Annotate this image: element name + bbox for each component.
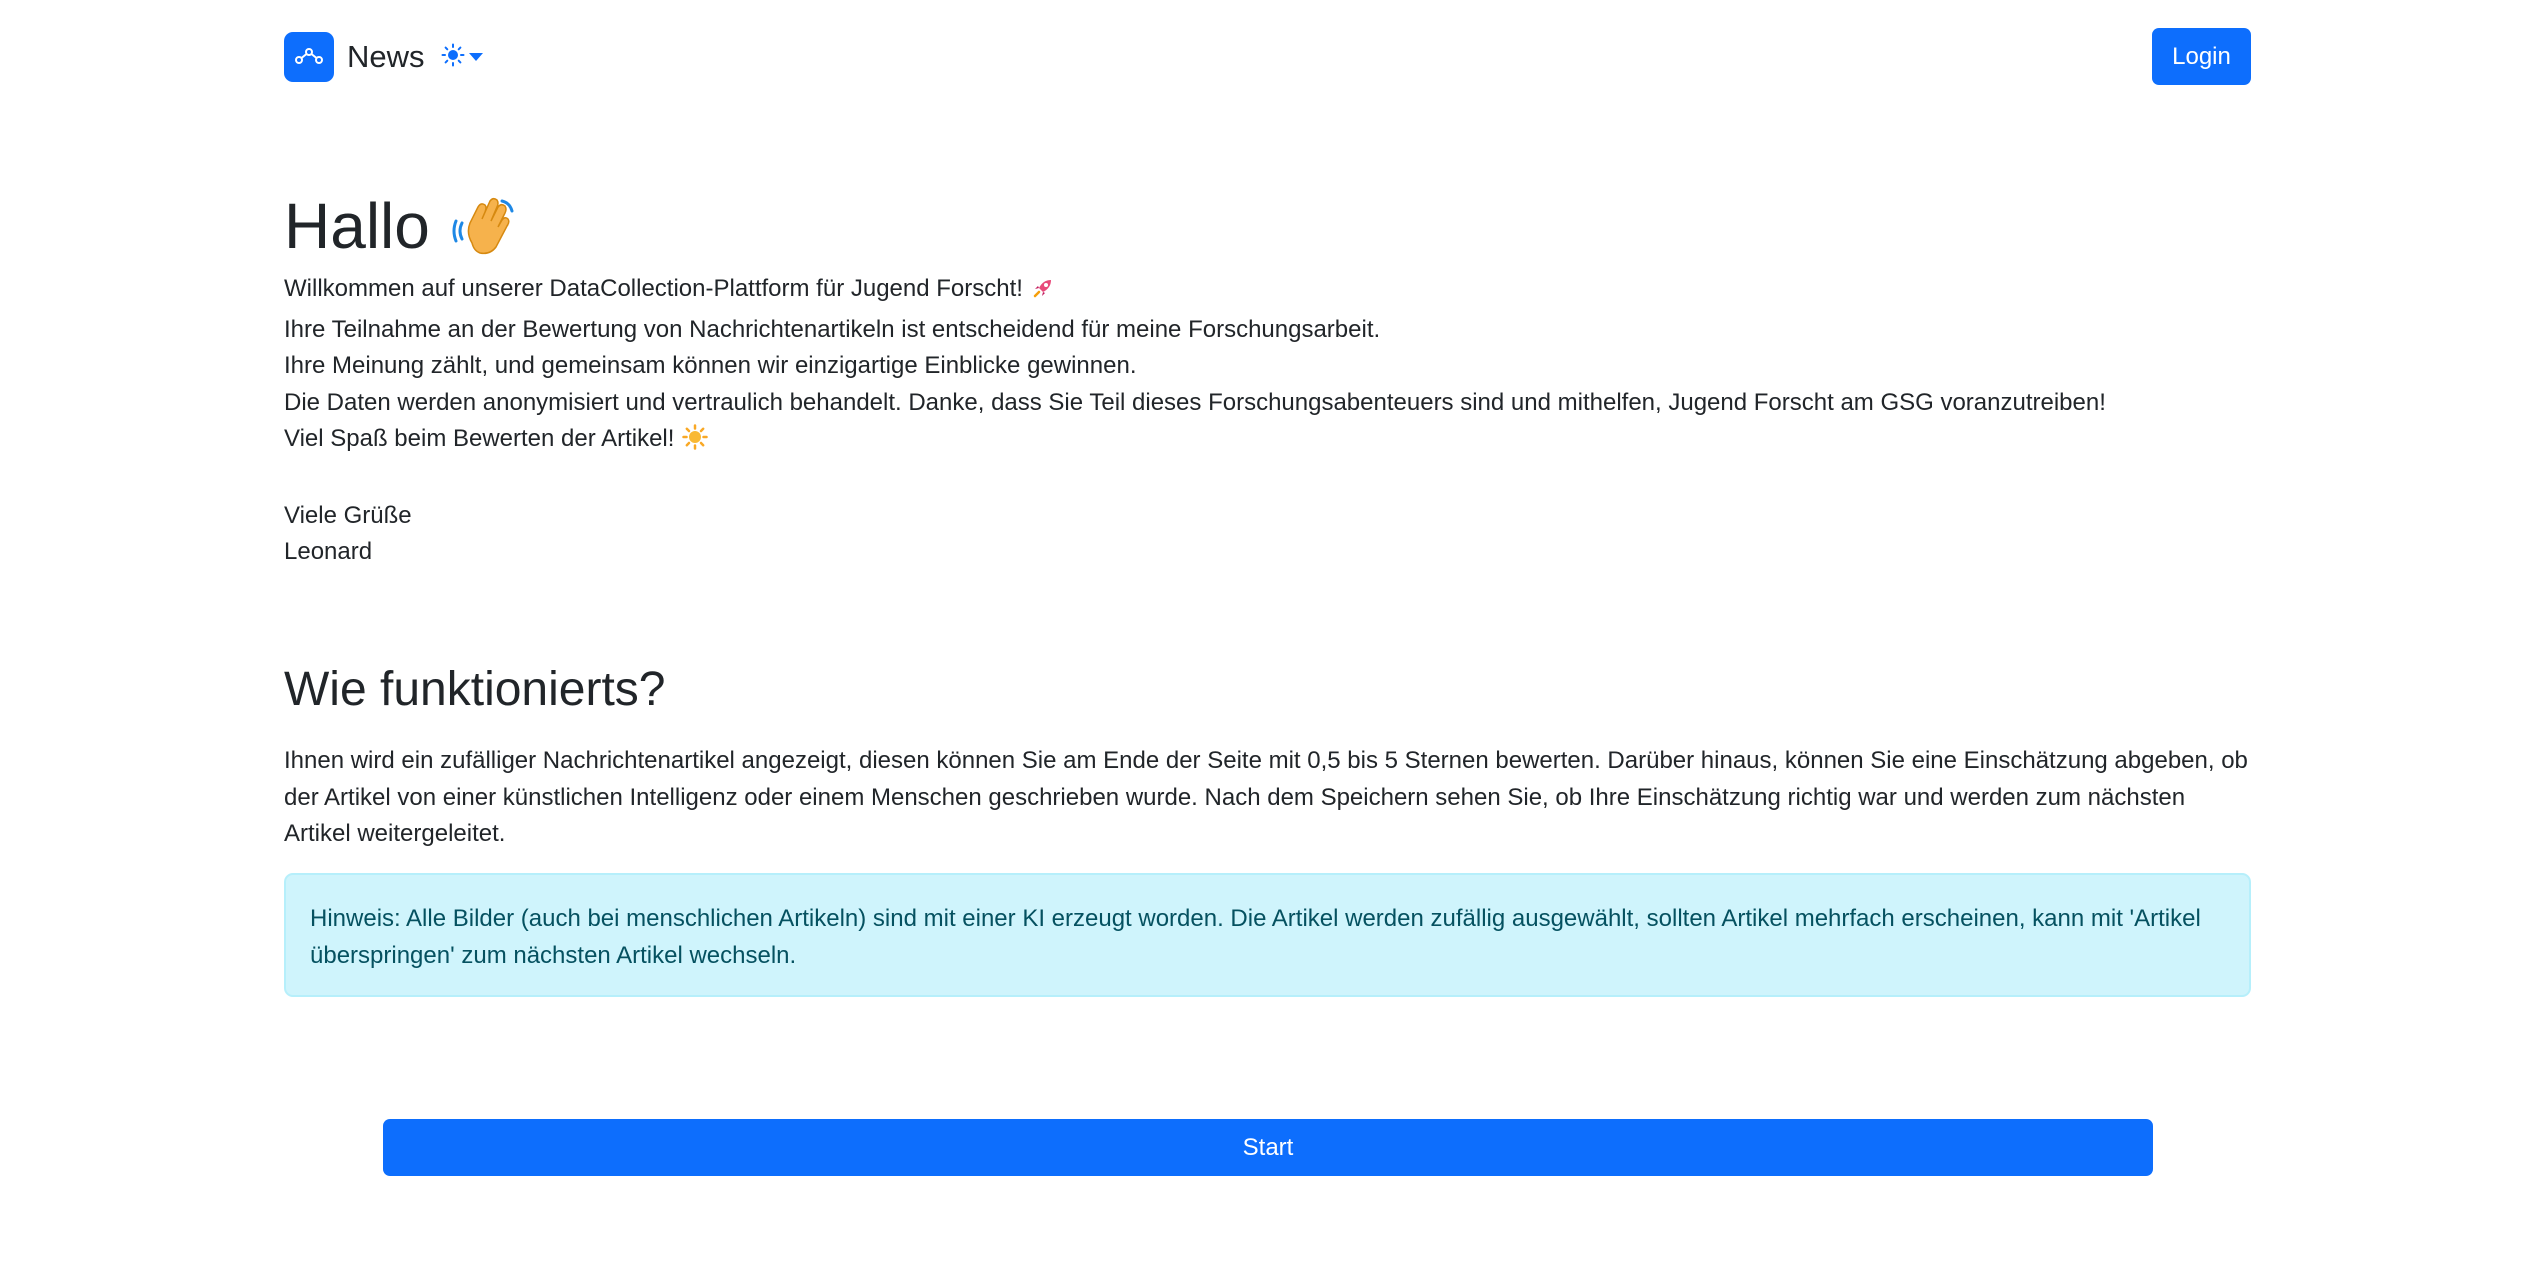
brand-label: News: [347, 39, 425, 74]
page-title: [284, 185, 2251, 267]
intro-text: [284, 271, 2251, 462]
intro-section: [284, 185, 2251, 571]
navbar: [284, 28, 2251, 84]
intro-line-4: Die Daten werden anonymisiert und vertraulich behandelt. Danke, dass Sie Teil dieses Forschungsabenteuers sind und mithelfen, Jugend Forscht am GSG voranzutreiben!: [284, 388, 2106, 416]
how-it-works-text: Ihnen wird ein zufälliger Nachrichtenartikel angezeigt, diesen können Sie am Ende der Seite mit 0,5 bis 5 Sternen bewerten. Darüber hinaus, können Sie eine Einschätzung abgeben, ob der Artikel von einer künstlichen Intelligenz oder einem Menschen geschrieben wurde. Nach dem Speichern sehen Sie, ob Ihre Einschätzung richtig war und werden zum nächsten Artikel weitergeleitet.: [284, 747, 2248, 847]
intro-line-3: Ihre Meinung zählt, und gemeinsam können wir einzigartige Einblicke gewinnen.: [284, 352, 1137, 379]
login-button[interactable]: Login: [2152, 28, 2251, 85]
sun-emoji-icon: [682, 424, 708, 462]
start-button[interactable]: Start: [383, 1119, 2153, 1176]
intro-line: [284, 271, 2251, 312]
intro-line-2: Ihre Teilnahme an der Bewertung von Nachrichtenartikeln ist entscheidend für meine Forschungsarbeit.: [284, 315, 1381, 343]
how-it-works-heading: Wie funktionierts?: [284, 663, 666, 716]
signoff-greeting: Viele Grüße: [284, 501, 412, 529]
theme-toggle-dropdown[interactable]: [441, 40, 483, 74]
signoff-name: Leonard: [284, 538, 373, 565]
caret-down-icon: [469, 53, 483, 61]
rocket-icon: [1031, 275, 1055, 312]
info-alert-text: Hinweis: Alle Bilder (auch bei menschlichen Artikeln) sind mit einer KI erzeugt worden. Die Artikel werden zufällig ausgewählt, sollten Artikel mehrfach erscheinen, kann mit 'Artikel überspringen' zum nächsten Artikel wechseln.: [310, 905, 2201, 969]
waving-hand-icon: [452, 193, 518, 259]
intro-line-1: Willkommen auf unserer DataCollection-Plattform für Jugend Forscht!: [284, 275, 1023, 302]
brand-link[interactable]: [284, 32, 425, 82]
hello-heading-text: Hallo: [284, 190, 430, 262]
network-icon: [284, 32, 334, 82]
sun-icon: [441, 43, 465, 72]
intro-line-5: Viel Spaß beim Bewerten der Artikel!: [284, 425, 675, 452]
info-alert: [284, 873, 2251, 997]
intro-line: [284, 421, 2251, 462]
signoff: [284, 498, 2251, 571]
